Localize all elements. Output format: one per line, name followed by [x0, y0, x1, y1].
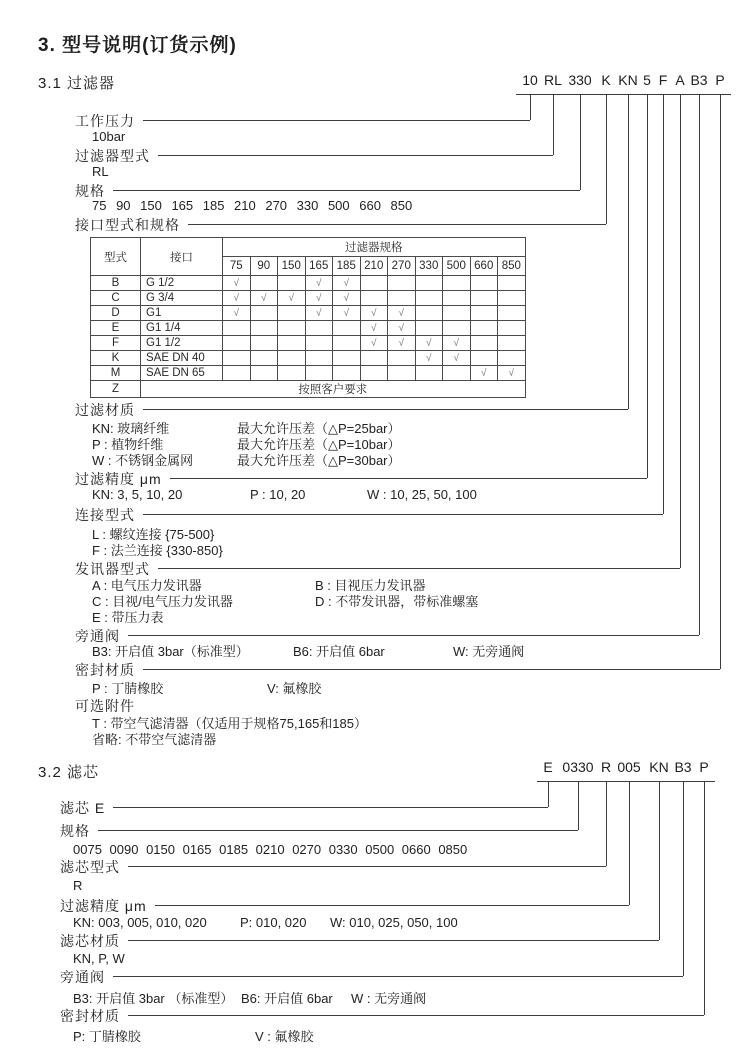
fineness-option: P : 10, 20: [250, 487, 306, 502]
check-cell: [333, 336, 361, 351]
filter-sizes-label: [75, 182, 580, 199]
connector-line: [683, 782, 684, 976]
check-cell: [415, 366, 443, 381]
check-cell: √: [470, 366, 498, 381]
check-cell: [498, 291, 526, 306]
page-title: 3. 型号说明(订货示例): [38, 35, 237, 56]
check-cell: [278, 321, 306, 336]
element-bypass-label: [60, 968, 683, 985]
filter-connection-label: [75, 506, 663, 523]
check-cell: [223, 366, 251, 381]
check-cell: [305, 321, 333, 336]
check-cell: √: [305, 306, 333, 321]
filter-media-label: [75, 401, 628, 418]
check-cell: [250, 336, 278, 351]
code-segment: 5: [636, 72, 658, 95]
port-cell: G1: [141, 306, 223, 321]
type-cell: E: [91, 321, 141, 336]
bypass-option: W : 无旁通阀: [351, 991, 427, 1006]
check-cell: √: [333, 276, 361, 291]
code-segment: B3: [685, 72, 714, 95]
check-cell: [250, 306, 278, 321]
check-cell: √: [388, 336, 416, 351]
check-cell: [470, 291, 498, 306]
connector-line: [628, 95, 629, 409]
table-row: [91, 336, 526, 351]
leader-line: [143, 120, 530, 121]
field-label: 过滤材质: [75, 401, 135, 418]
check-cell: [443, 321, 471, 336]
check-cell: [388, 276, 416, 291]
check-cell: √: [415, 336, 443, 351]
check-cell: √: [415, 351, 443, 366]
check-cell: [415, 306, 443, 321]
check-cell: [388, 351, 416, 366]
field-label: 发讯器型式: [75, 560, 150, 577]
field-label: 过滤精度 μm: [75, 470, 162, 487]
field-label: 旁通阀: [60, 968, 105, 985]
check-cell: [250, 351, 278, 366]
check-cell: √: [305, 276, 333, 291]
check-cell: √: [360, 306, 388, 321]
leader-line: [128, 1015, 704, 1016]
check-cell: √: [443, 351, 471, 366]
check-cell: [333, 366, 361, 381]
field-label: 过滤精度 μm: [60, 897, 147, 914]
check-cell: √: [388, 306, 416, 321]
port-size-table: [90, 237, 526, 398]
bypass-option: B3: 开启值 3bar （标准型）: [73, 991, 234, 1006]
check-cell: [415, 321, 443, 336]
type-cell: C: [91, 291, 141, 306]
field-label: 过滤器型式: [75, 147, 150, 164]
check-cell: [305, 366, 333, 381]
media-pressure: 最大允许压差（△P=10bar）: [237, 437, 401, 452]
check-cell: [360, 291, 388, 306]
section-heading-filter: 3.1 过滤器: [38, 75, 116, 92]
filter-type-label: [75, 147, 553, 164]
check-cell: √: [360, 321, 388, 336]
code-segment: KN: [612, 72, 644, 95]
check-cell: √: [223, 306, 251, 321]
leader-line: [128, 635, 699, 636]
check-cell: √: [278, 291, 306, 306]
fineness-option: W: 010, 025, 050, 100: [330, 915, 458, 930]
size-header: 90: [250, 257, 278, 276]
check-cell: [388, 291, 416, 306]
media-item: W : 不锈钢金属网: [92, 453, 194, 468]
span-header: 过滤器规格: [223, 238, 526, 257]
code-segment: 0330: [557, 759, 600, 782]
element-sizes-value: 0075 0090 0150 0165 0185 0210 0270 0330 0500 0660 0850: [73, 842, 468, 857]
leader-line: [113, 807, 548, 808]
check-cell: [360, 366, 388, 381]
filter-accessory-label: [75, 697, 135, 714]
check-cell: [278, 336, 306, 351]
code-segment: B3: [669, 759, 697, 782]
indicator-option: A : 电气压力发讯器: [92, 578, 202, 593]
check-cell: [250, 321, 278, 336]
size-header: 165: [305, 257, 333, 276]
type-cell: B: [91, 276, 141, 291]
connector-line: [699, 95, 700, 635]
connector-line: [659, 782, 660, 940]
leader-line: [128, 866, 606, 867]
check-cell: [443, 291, 471, 306]
leader-line: [143, 409, 628, 410]
connector-line: [680, 95, 681, 568]
bypass-option: B6: 开启值 6bar: [293, 644, 385, 659]
filter-port-label: [75, 216, 606, 233]
code-segment: P: [693, 759, 715, 782]
leader-line: [158, 155, 553, 156]
check-cell: [223, 351, 251, 366]
code-segment: E: [537, 759, 559, 782]
port-cell: G1 1/4: [141, 321, 223, 336]
element-fineness-label: [60, 897, 629, 914]
code-segment: K: [595, 72, 618, 95]
element-sizes-label: [60, 822, 578, 839]
type-cell: M: [91, 366, 141, 381]
leader-line: [158, 568, 680, 569]
leader-line: [128, 940, 659, 941]
check-cell: [498, 306, 526, 321]
check-cell: [278, 351, 306, 366]
field-label: 密封材质: [75, 661, 135, 678]
check-cell: [278, 306, 306, 321]
field-label: 滤芯型式: [60, 858, 120, 875]
bypass-option: B6: 开启值 6bar: [241, 991, 333, 1006]
size-header: 210: [360, 257, 388, 276]
type-cell: K: [91, 351, 141, 366]
field-label: 滤芯 E: [60, 799, 106, 816]
bypass-option: B3: 开启值 3bar（标准型）: [92, 644, 249, 659]
indicator-option: D : 不带发讯器，带标准螺塞: [315, 594, 479, 609]
connector-line: [530, 95, 531, 120]
check-cell: √: [333, 291, 361, 306]
size-header: 150: [278, 257, 306, 276]
port-cell: G1 1/2: [141, 336, 223, 351]
media-pressure: 最大允许压差（△P=30bar）: [237, 453, 401, 468]
check-cell: [470, 306, 498, 321]
table-row: [91, 321, 526, 336]
check-cell: √: [223, 276, 251, 291]
type-header: 型式: [91, 238, 141, 276]
check-cell: [278, 366, 306, 381]
type-cell: Z: [91, 381, 141, 398]
check-cell: [470, 351, 498, 366]
table-header-row: [91, 238, 526, 257]
check-cell: [305, 336, 333, 351]
leader-line: [170, 478, 647, 479]
element-name-label: [60, 799, 548, 816]
filter-type-value: RL: [92, 164, 109, 179]
code-segment: RL: [538, 72, 568, 95]
field-label: 规格: [60, 822, 90, 839]
code-segment: F: [652, 72, 674, 95]
seal-option: P: 丁腈橡胶: [73, 1029, 141, 1044]
type-cell: D: [91, 306, 141, 321]
accessory-option: T : 带空气滤清器（仅适用于规格75,165和185）: [92, 716, 367, 731]
element-media-label: [60, 932, 659, 949]
port-cell: SAE DN 65: [141, 366, 223, 381]
port-cell: G 3/4: [141, 291, 223, 306]
leader-line: [113, 190, 580, 191]
size-header: 500: [443, 257, 471, 276]
size-header: 270: [388, 257, 416, 276]
element-type-value: R: [73, 878, 83, 893]
port-header: 接口: [141, 238, 223, 276]
size-header: 330: [415, 257, 443, 276]
indicator-option: C : 目视/电气压力发讯器: [92, 594, 233, 609]
check-cell: [250, 276, 278, 291]
leader-line: [143, 514, 663, 515]
connection-option: L : 螺纹连接 {75-500}: [92, 527, 215, 542]
seal-option: P : 丁腈橡胶: [92, 681, 164, 696]
check-cell: [498, 336, 526, 351]
custom-cell: 按照客户要求: [141, 381, 526, 398]
field-label: 密封材质: [60, 1007, 120, 1024]
table-row: [91, 306, 526, 321]
code-segment: 10: [516, 72, 544, 95]
check-cell: [498, 276, 526, 291]
media-item: P : 植物纤维: [92, 437, 164, 452]
table-row: [91, 366, 526, 381]
table-row: [91, 381, 526, 398]
check-cell: [415, 276, 443, 291]
check-cell: [333, 321, 361, 336]
seal-option: V: 氟橡胶: [267, 681, 322, 696]
code-segment: 330: [562, 72, 599, 95]
connector-line: [647, 95, 648, 478]
section-heading-element: 3.2 滤芯: [38, 764, 100, 781]
connector-line: [606, 95, 607, 224]
connector-line: [606, 782, 607, 866]
field-label: 连接型式: [75, 506, 135, 523]
connector-line: [548, 782, 549, 807]
size-header: 850: [498, 257, 526, 276]
seal-option: V : 氟橡胶: [255, 1029, 314, 1044]
fineness-option: P: 010, 020: [240, 915, 307, 930]
filter-fineness-label: [75, 470, 647, 487]
check-cell: √: [305, 291, 333, 306]
indicator-option: E : 带压力表: [92, 610, 164, 625]
accessory-option: 省略: 不带空气滤清器: [92, 732, 217, 747]
media-pressure: 最大允许压差（△P=25bar）: [237, 421, 401, 436]
port-cell: SAE DN 40: [141, 351, 223, 366]
filter-sizes-value: 75 90 150 165 185 210 270 330 500 660 850: [92, 198, 413, 213]
check-cell: √: [360, 336, 388, 351]
check-cell: [470, 336, 498, 351]
connector-line: [663, 95, 664, 514]
element-media-value: KN, P, W: [73, 951, 125, 966]
check-cell: [470, 276, 498, 291]
check-cell: [415, 291, 443, 306]
code-segment: KN: [643, 759, 675, 782]
bypass-option: W: 无旁通阀: [453, 644, 525, 659]
connector-line: [580, 95, 581, 190]
element-type-label: [60, 858, 606, 875]
check-cell: √: [333, 306, 361, 321]
connector-line: [720, 95, 721, 669]
connector-line: [704, 782, 705, 1015]
working-pressure-value: 10bar: [92, 129, 126, 144]
check-cell: [498, 321, 526, 336]
indicator-option: B : 目视压力发讯器: [315, 578, 426, 593]
check-cell: √: [250, 291, 278, 306]
code-segment: P: [709, 72, 731, 95]
connector-line: [578, 782, 579, 830]
check-cell: [470, 321, 498, 336]
table-row: [91, 276, 526, 291]
size-header: 660: [470, 257, 498, 276]
field-label: 旁通阀: [75, 627, 120, 644]
type-cell: F: [91, 336, 141, 351]
leader-line: [188, 224, 606, 225]
check-cell: √: [388, 321, 416, 336]
check-cell: [223, 321, 251, 336]
check-cell: [333, 351, 361, 366]
code-segment: 005: [611, 759, 647, 782]
check-cell: [443, 306, 471, 321]
check-cell: √: [443, 336, 471, 351]
check-cell: [278, 276, 306, 291]
fineness-option: W : 10, 25, 50, 100: [367, 487, 477, 502]
field-label: 规格: [75, 182, 105, 199]
fineness-option: KN: 3, 5, 10, 20: [92, 487, 183, 502]
port-cell: G 1/2: [141, 276, 223, 291]
check-cell: [223, 336, 251, 351]
connector-line: [553, 95, 554, 155]
connection-option: F : 法兰连接 {330-850}: [92, 543, 223, 558]
check-cell: √: [223, 291, 251, 306]
check-cell: [443, 366, 471, 381]
media-item: KN: 玻璃纤维: [92, 421, 170, 436]
check-cell: [388, 366, 416, 381]
filter-working-pressure-label: [75, 112, 530, 129]
table-row: [91, 291, 526, 306]
code-segment: R: [595, 759, 617, 782]
check-cell: √: [498, 366, 526, 381]
check-cell: [305, 351, 333, 366]
check-cell: [498, 351, 526, 366]
check-cell: [250, 366, 278, 381]
check-cell: [360, 351, 388, 366]
field-label: 可选附件: [75, 697, 135, 714]
check-cell: [443, 276, 471, 291]
connector-line: [629, 782, 630, 905]
field-label: 滤芯材质: [60, 932, 120, 949]
leader-line: [143, 669, 720, 670]
size-header: 75: [223, 257, 251, 276]
leader-line: [113, 976, 683, 977]
field-label: 接口型式和规格: [75, 216, 180, 233]
check-cell: [360, 276, 388, 291]
size-header: 185: [333, 257, 361, 276]
filter-seal-label: [75, 661, 720, 678]
leader-line: [98, 830, 578, 831]
element-seal-label: [60, 1007, 704, 1024]
field-label: 工作压力: [75, 112, 135, 129]
fineness-option: KN: 003, 005, 010, 020: [73, 915, 207, 930]
leader-line: [155, 905, 629, 906]
table-row: [91, 351, 526, 366]
code-segment: A: [669, 72, 692, 95]
